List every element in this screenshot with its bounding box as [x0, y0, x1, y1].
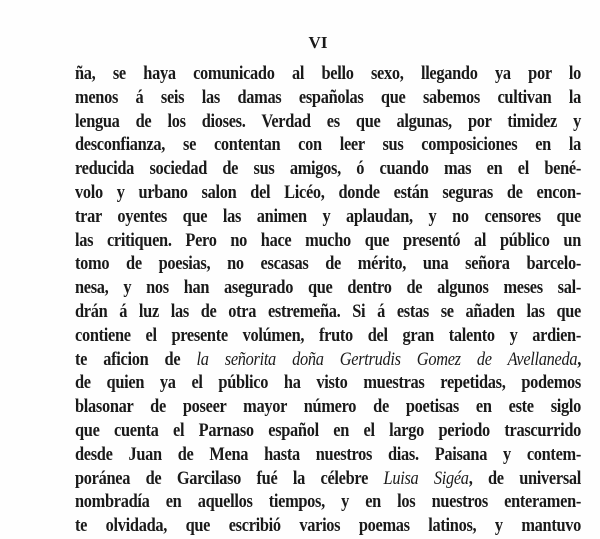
- text-segment: trar oyentes que las animen y aplaudan, y no censores que: [75, 205, 581, 227]
- text-line: [75, 490, 581, 514]
- text-segment: contiene el presente volúmen, fruto del gran talento y ardien-: [75, 324, 581, 346]
- italic-text: la señorita doña Gertrudis Gomez de Avellaneda: [196, 348, 578, 370]
- text-segment: de quien ya el público ha visto muestras repetidas, podemos: [75, 372, 581, 394]
- text-segment: desde Juan de Mena hasta nuestros dias. Paisana y contem-: [75, 443, 581, 465]
- text-line: [75, 276, 581, 300]
- page-number: VI: [308, 33, 328, 52]
- text-line: [75, 157, 581, 181]
- text-segment: lengua de los dioses. Verdad es que algunas, por timidez y: [75, 110, 581, 132]
- text-segment: nombradía en aquellos tiempos, y en los nuestros enteramen-: [75, 491, 581, 513]
- text-segment: , de universal: [468, 467, 581, 489]
- text-line: [75, 252, 581, 276]
- text-line: [75, 229, 581, 253]
- text-line: [75, 514, 581, 538]
- text-line: [75, 205, 581, 229]
- body-text: [75, 62, 581, 538]
- italic-text: Luisa Sigéa: [383, 467, 469, 489]
- text-line: [75, 395, 581, 419]
- text-line: [75, 86, 581, 110]
- text-segment: drán á luz las de otra estremeña. Si á estas se añaden las que: [75, 300, 581, 322]
- text-segment: ña, se haya comunicado al bello sexo, llegando ya por lo: [75, 63, 581, 84]
- text-segment: poránea de Garcilaso fué la célebre: [75, 467, 384, 489]
- text-line: [75, 348, 581, 372]
- text-segment: te aficion de: [75, 348, 197, 370]
- text-segment: volo y urbano salon del Licéo, donde están seguras de encon-: [75, 181, 581, 203]
- text-line: [75, 371, 581, 395]
- text-segment: las critiquen. Pero no hace mucho que presentó al público un: [75, 229, 581, 251]
- text-line: [75, 300, 581, 324]
- text-segment: que cuenta el Parnaso español en el largo periodo trascurrido: [75, 419, 581, 441]
- text-line: [75, 443, 581, 467]
- text-line: [75, 324, 581, 348]
- text-line: [75, 133, 581, 157]
- text-line: [75, 467, 581, 491]
- text-line: [75, 181, 581, 205]
- text-segment: blasonar de poseer mayor número de poetisas en este siglo: [75, 396, 581, 418]
- text-segment: ,: [577, 348, 582, 370]
- text-segment: menos á seis las damas españolas que sabemos cultivan la: [75, 86, 581, 108]
- text-segment: reducida sociedad de sus amigos, ó cuando mas en el bené-: [75, 158, 581, 180]
- text-segment: nesa, y nos han asegurado que dentro de algunos meses sal-: [75, 277, 581, 299]
- text-line: [75, 62, 581, 86]
- text-line: [75, 110, 581, 134]
- text-segment: te olvidada, que escribió varios poemas latinos, y mantuvo: [75, 515, 581, 537]
- text-segment: desconfianza, se contentan con leer sus composiciones en la: [75, 134, 581, 156]
- text-line: [75, 419, 581, 443]
- text-segment: tomo de poesias, no escasas de mérito, una señora barcelo-: [75, 253, 581, 275]
